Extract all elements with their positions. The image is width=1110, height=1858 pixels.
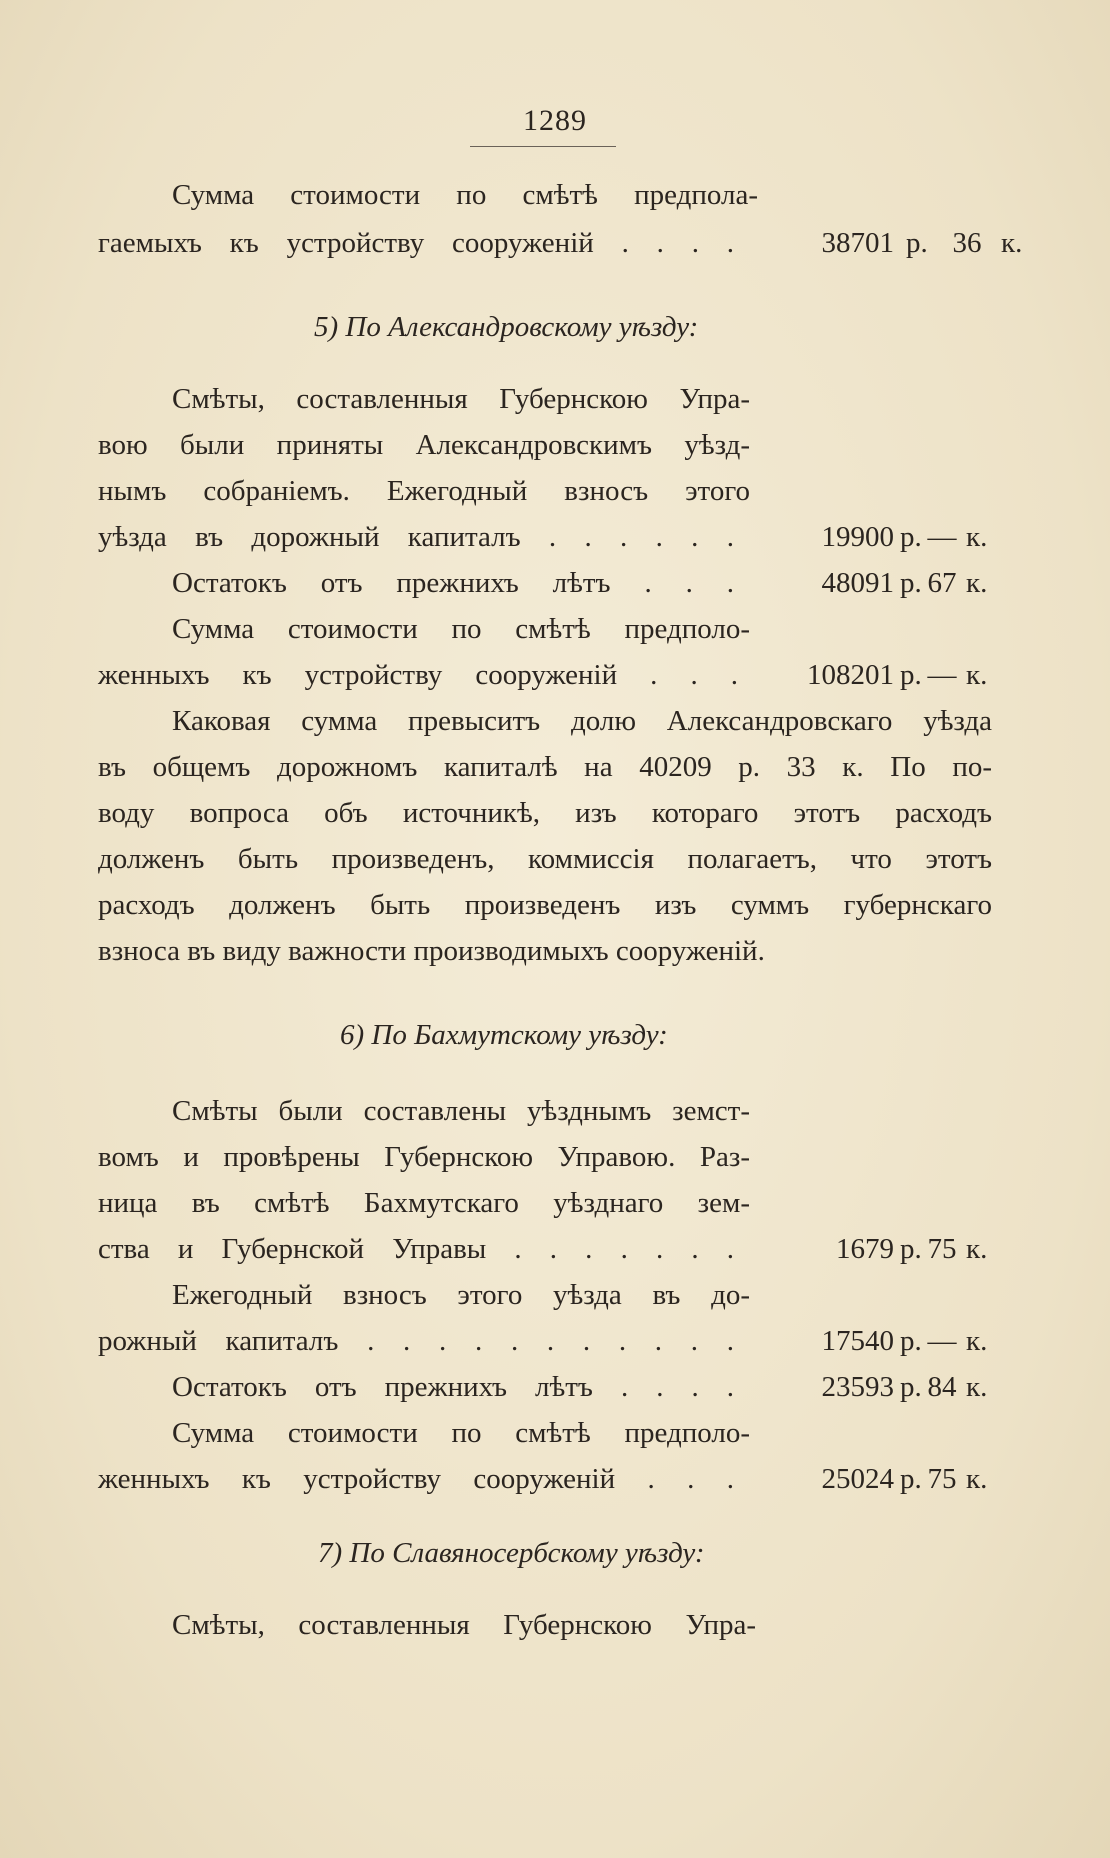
amount-kop-label: к. — [966, 1233, 988, 1265]
amount-number: 108201 — [807, 659, 894, 691]
section-heading: 5) По Александровскому уѣзду: — [314, 311, 699, 343]
text-line: Остатокъ отъ прежнихъ лѣтъ . . . . — [172, 1371, 734, 1403]
text-line: вою были приняты Александровскимъ уѣзд- — [98, 429, 750, 461]
amount-kop: 36 — [952, 227, 982, 259]
text-line: Каковая сумма превыситъ долю Александровскаго уѣзда — [172, 705, 992, 737]
amount-kop-label: к. — [966, 1325, 988, 1357]
amount-number: 38701 — [821, 227, 894, 259]
text-line: Смѣты, составленныя Губернскою Упра- — [172, 1609, 756, 1641]
text-line: расходъ долженъ быть произведенъ изъ суммъ губернскаго — [98, 889, 992, 921]
text-line: вомъ и провѣрены Губернскою Управою. Раз- — [98, 1141, 750, 1173]
amount-kop-label: к. — [966, 659, 988, 691]
amount-kop: — — [927, 659, 957, 691]
text-line: ства и Губернской Управы . . . . . . . — [98, 1233, 734, 1265]
amount-kop: — — [927, 521, 957, 553]
amount-rub: р. — [900, 1463, 922, 1495]
text-line: Остатокъ отъ прежнихъ лѣтъ . . . — [172, 567, 734, 599]
text-line: женныхъ къ устройству сооруженій . . . — [98, 659, 738, 691]
text-line: уѣзда въ дорожный капиталъ . . . . . . — [98, 521, 734, 553]
text-line: Сумма стоимости по смѣтѣ предполо- — [172, 613, 750, 645]
text-line: гаемыхъ къ устройству сооруженій . . . . — [98, 227, 734, 259]
amount-kop: — — [927, 1325, 957, 1357]
amount-number: 25024 — [821, 1463, 894, 1495]
text-line: Ежегодный взносъ этого уѣзда въ до- — [172, 1279, 750, 1311]
amount-kop: 84 — [927, 1371, 957, 1403]
amount-number: 1679 — [836, 1233, 894, 1265]
text-line: женныхъ къ устройству сооруженій . . . — [98, 1463, 734, 1495]
amount-number: 23593 — [821, 1371, 894, 1403]
amount-rub: р. — [900, 1371, 922, 1403]
text-line: въ общемъ дорожномъ капиталѣ на 40209 р. 33 к. По по- — [98, 751, 992, 783]
amount-rub: р. — [900, 1325, 922, 1357]
amount-rub: р. — [900, 659, 922, 691]
amount-kop: 75 — [927, 1233, 957, 1265]
text-line: рожный капиталъ . . . . . . . . . . . — [98, 1325, 734, 1357]
header-rule — [470, 146, 616, 147]
amount-rub: р. — [900, 1233, 922, 1265]
amount-rub: р. — [906, 227, 928, 259]
amount-kop-label: к. — [966, 1371, 988, 1403]
amount-number: 48091 — [821, 567, 894, 599]
amount-kop-label: к. — [966, 567, 988, 599]
amount-rub: р. — [900, 521, 922, 553]
section-heading: 7) По Славяносербскому уѣзду: — [318, 1537, 705, 1569]
text-line: ница въ смѣтѣ Бахмутскаго уѣзднаго зем- — [98, 1187, 750, 1219]
text-line: Смѣты, составленныя Губернскою Упра- — [172, 383, 750, 415]
text-line: взноса въ виду важности производимыхъ сооруженій. — [98, 935, 765, 967]
amount-rub: р. — [900, 567, 922, 599]
amount-kop-label: к. — [966, 521, 988, 553]
amount-kop: 67 — [927, 567, 957, 599]
text-line: нымъ собраніемъ. Ежегодный взносъ этого — [98, 475, 750, 507]
text-line: воду вопроса объ источникѣ, изъ котораго этотъ расходъ — [98, 797, 992, 829]
text-line: долженъ быть произведенъ, коммиссія полагаетъ, что этотъ — [98, 843, 992, 875]
amount-kop: 75 — [927, 1463, 957, 1495]
page-number: 1289 — [523, 104, 587, 137]
section-heading: 6) По Бахмутскому уѣзду: — [340, 1019, 668, 1051]
text-line: Сумма стоимости по смѣтѣ предполо- — [172, 1417, 750, 1449]
text-line: Смѣты были составлены уѣзднымъ земст- — [172, 1095, 750, 1127]
amount-number: 19900 — [821, 521, 894, 553]
amount-kop-label: к. — [1001, 227, 1023, 259]
amount-number: 17540 — [821, 1325, 894, 1357]
amount-kop-label: к. — [966, 1463, 988, 1495]
text-line: Сумма стоимости по смѣтѣ предпола- — [172, 179, 758, 211]
